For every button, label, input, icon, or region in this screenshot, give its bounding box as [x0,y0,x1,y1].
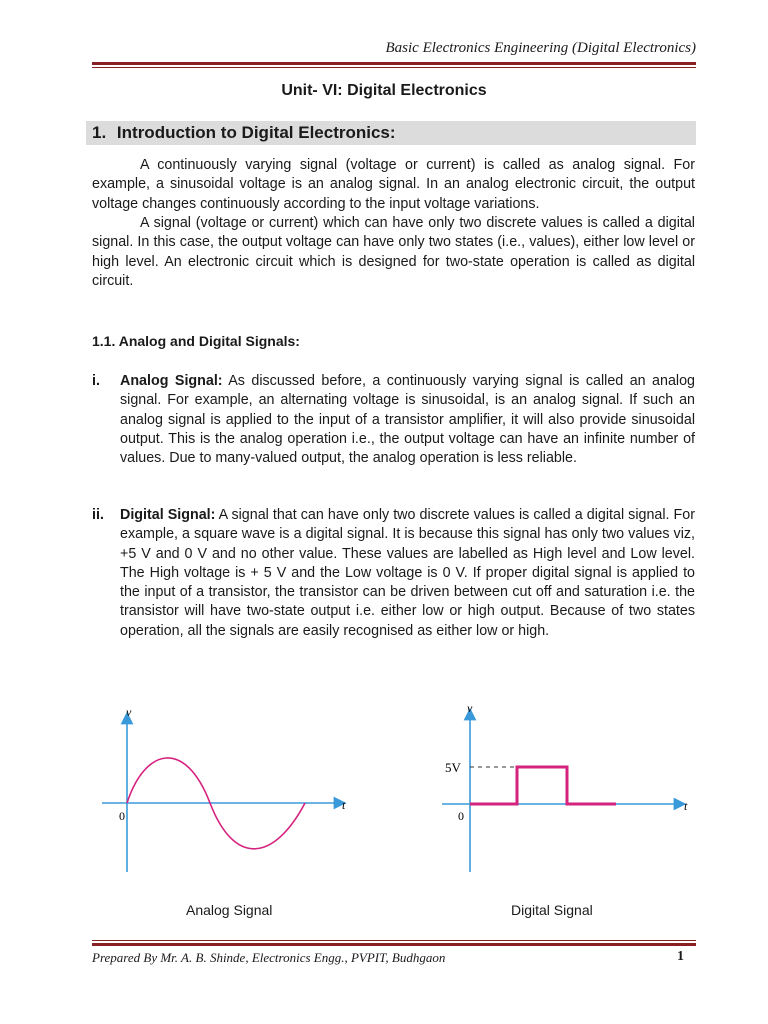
digital-signal-figure [440,700,710,880]
section-heading [92,121,396,145]
intro-paragraph-1: A continuously varying signal (voltage or current) is called as analog signal. For example, a sinusoidal voltage is an analog signal. In an analog electronic circuit, the output voltage changes continuously according to the input voltage variations. [92,157,695,212]
analog-caption: Analog Signal [186,902,273,918]
digital-y-label: v [467,701,473,715]
header-title: Basic Electronics Engineering (Digital Electronics) [385,40,696,56]
term-analog-signal: Analog Signal: [120,373,223,389]
page-number: 1 [677,949,684,964]
digital-x-label: t [684,799,688,813]
unit-title: Unit- VI: Digital Electronics [281,82,487,99]
digital-square-wave [470,767,616,804]
analog-y-label: v [126,705,132,719]
analog-x-label: t [342,798,346,812]
digital-level-label: 5V [445,760,461,775]
intro-paragraph-2: A signal (voltage or current) which can have only two discrete values is called a digital signal. In this case, the output voltage can have only two states (i.e., values), either low level or high level. An electronic circuit which is designed for two-state operation is called as digital circuit. [92,215,695,289]
digital-caption: Digital Signal [511,902,593,918]
digital-origin-label: 0 [458,809,464,823]
header-rule [92,62,696,65]
footer-rule [92,943,696,946]
section-title: Introduction to Digital Electronics: [116,123,396,142]
list-item-body [120,372,695,468]
section-number: 1. [92,123,107,142]
analog-description: As discussed before, a continuously varying signal is called an analog signal. For example, an alternating voltage is sinusoidal, is an analog signal. If such an analog signal is applied to the input of a transistor amplifier, it will also provide sinusoidal output. This is the analog operation i.e., the output voltage can have an infinite number of values. Due to many-valued output, the analog operation is less reliable. [120,373,695,467]
subsection-heading: 1.1. Analog and Digital Signals: [92,333,300,349]
analog-origin-label: 0 [119,809,125,823]
list-marker: i. [92,373,100,389]
analog-signal-figure [100,700,370,880]
list-marker: ii. [92,507,104,523]
footer-rule-thin [92,940,696,941]
footer-text: Prepared By Mr. A. B. Shinde, Electronics Engg., PVPIT, Budhgaon [92,950,446,965]
digital-description: A signal that can have only two discrete values is called a digital signal. For example, a square wave is a digital signal. It is because this signal has only two values viz, +5 V and 0 V and no other value. These values are labelled as High level and Low level. The High voltage is + 5 V and the Low voltage is 0 V. If proper digital signal is applied to the input of a transistor, the transistor can be driven between cut off and saturation i.e. the transistor will have two-state output i.e. either low or high output. Because of two states operation, all the signals are easily recognised as either low or high. [120,507,695,639]
list-item-body [120,506,695,641]
term-digital-signal: Digital Signal: [120,507,216,523]
header-rule-thin [92,67,696,68]
